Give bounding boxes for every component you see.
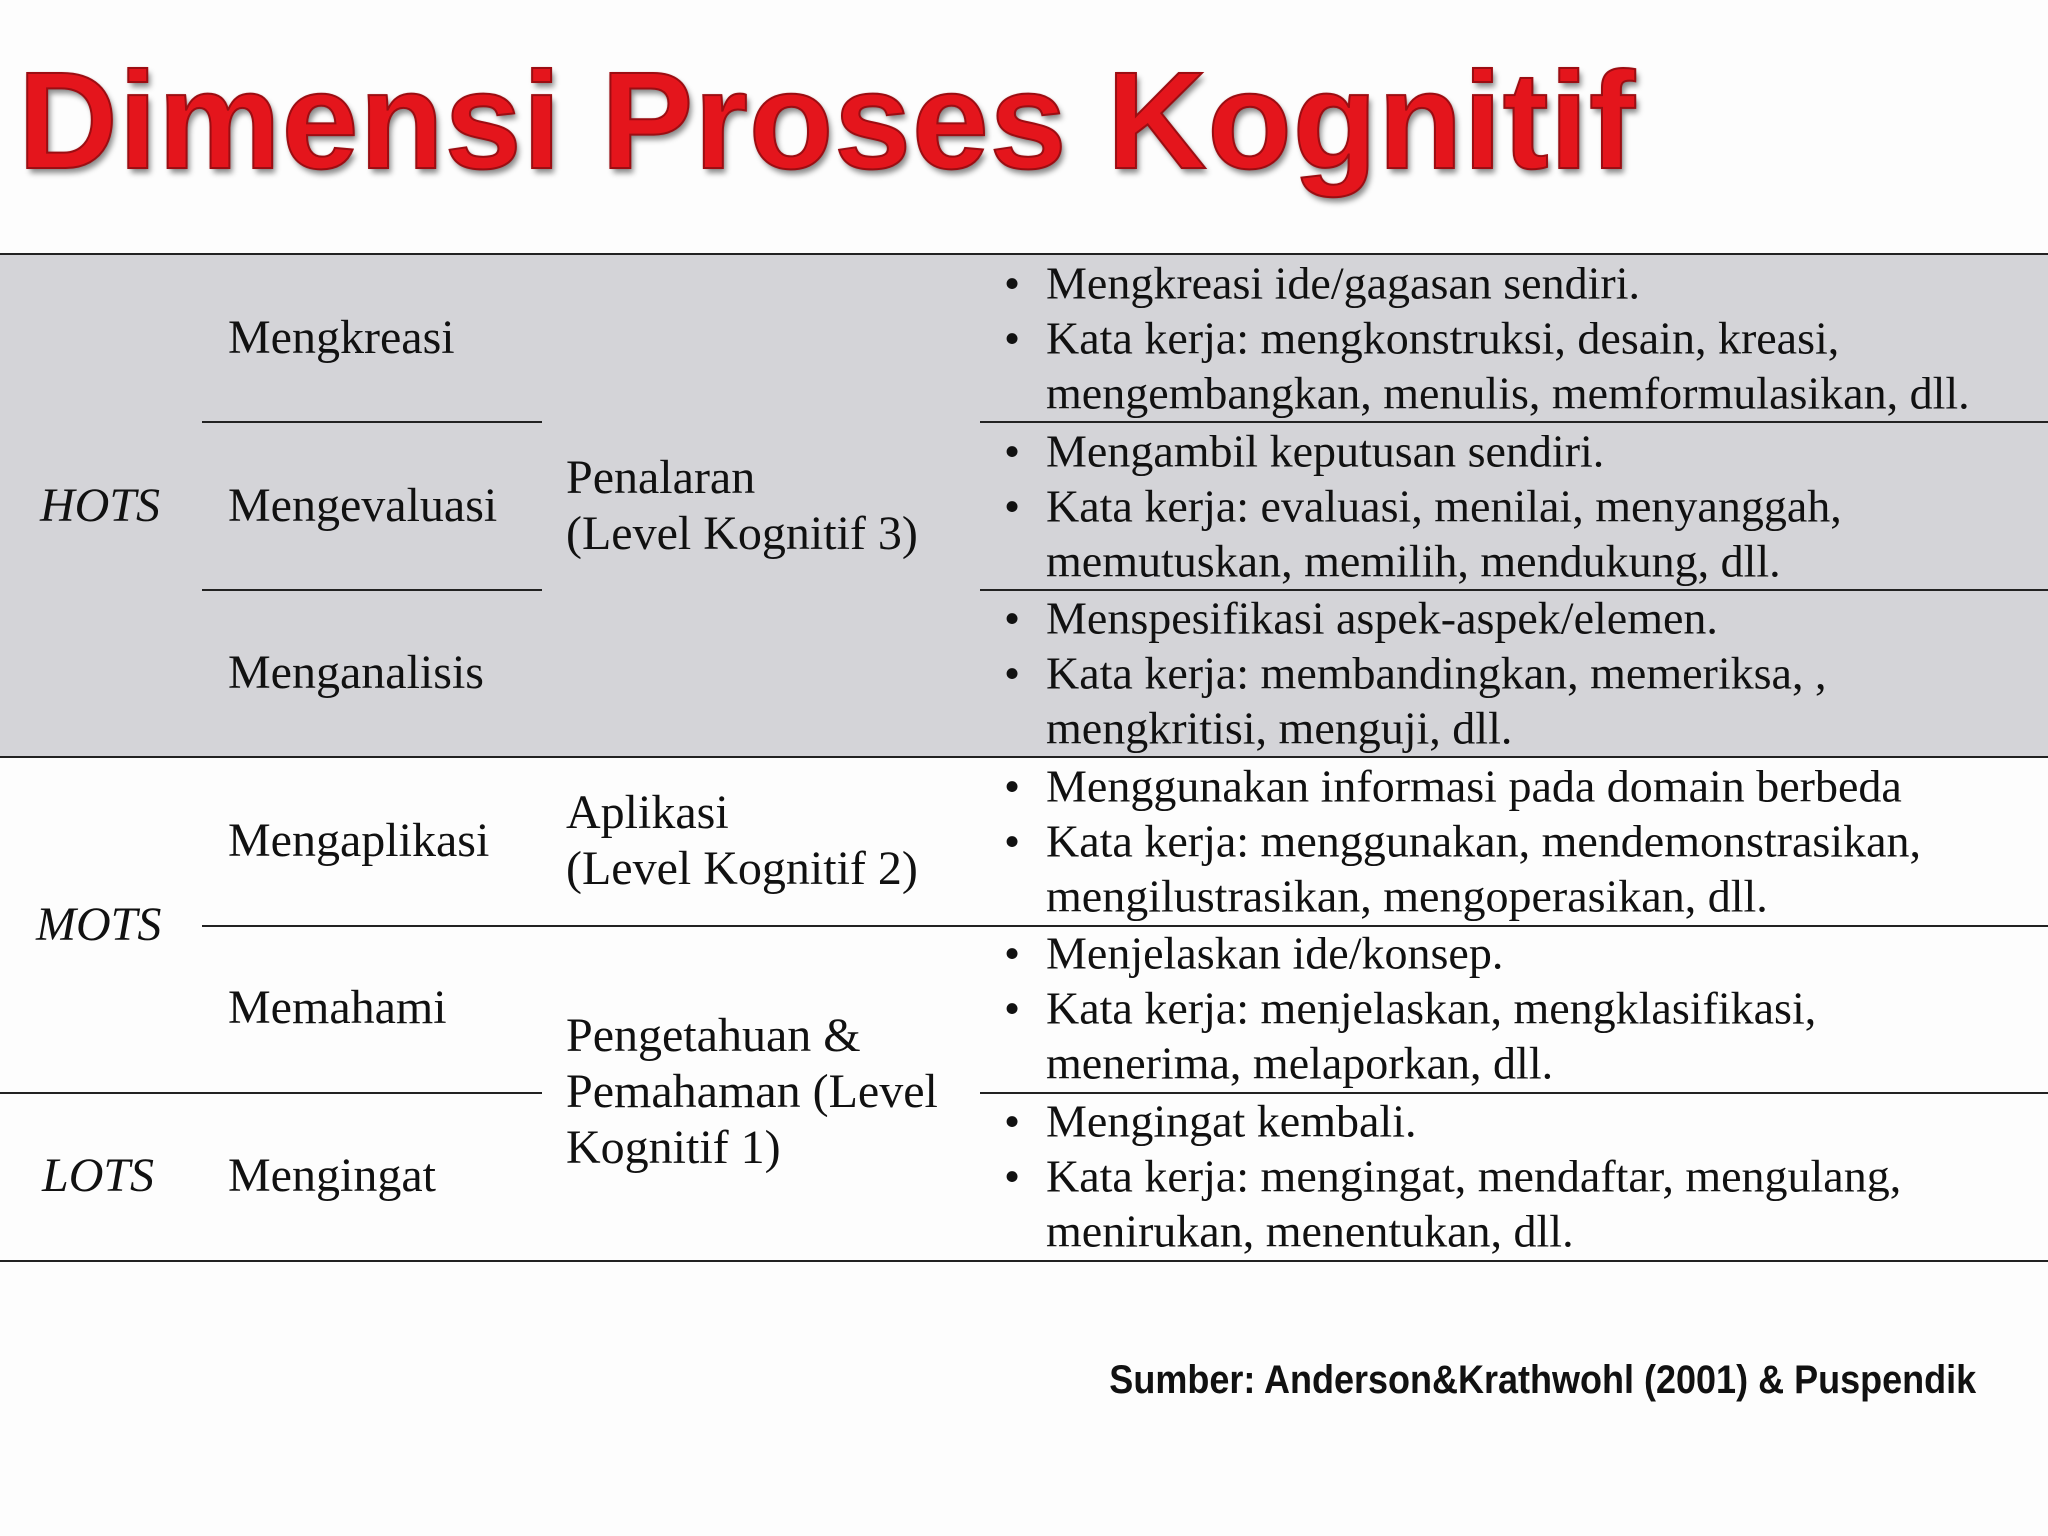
verbs-line: mengkritisi, menguji, dll. bbox=[1046, 702, 1513, 754]
description-verbs bbox=[1000, 981, 2040, 1091]
bullet-dot: • bbox=[1004, 927, 1021, 979]
level-hots: HOTS bbox=[40, 479, 161, 532]
point-text: Mengambil keputusan sendiri. bbox=[1046, 425, 1605, 477]
process-mengevaluasi: Mengevaluasi bbox=[228, 479, 498, 532]
bullet-dot: • bbox=[1004, 592, 1021, 644]
category-line: Pemahaman (Level bbox=[566, 1065, 938, 1118]
description-mengevaluasi bbox=[1000, 424, 2040, 589]
category-line: Kognitif 1) bbox=[566, 1121, 781, 1174]
process-memahami: Memahami bbox=[228, 981, 447, 1034]
bullet-dot: • bbox=[1004, 480, 1021, 532]
bullet-dot: • bbox=[1004, 982, 1021, 1034]
description-point bbox=[1000, 424, 2040, 479]
bullet-dot: • bbox=[1004, 815, 1021, 867]
verbs-line: Kata kerja: membandingkan, memeriksa, , bbox=[1046, 647, 1827, 699]
verbs-line: Kata kerja: evaluasi, menilai, menyanggah, bbox=[1046, 480, 1842, 532]
point-text: Menspesifikasi aspek-aspek/elemen. bbox=[1046, 592, 1718, 644]
description-verbs bbox=[1000, 1149, 2040, 1259]
category-line: Aplikasi bbox=[566, 786, 729, 839]
description-verbs bbox=[1000, 814, 2040, 924]
description-verbs bbox=[1000, 311, 2040, 421]
description-point bbox=[1000, 926, 2040, 981]
verbs-line: Kata kerja: mengingat, mendaftar, mengulang, bbox=[1046, 1150, 1902, 1202]
process-menganalisis: Menganalisis bbox=[228, 646, 484, 699]
verbs-line: menerima, melaporkan, dll. bbox=[1046, 1037, 1554, 1089]
row-divider-process bbox=[202, 589, 542, 591]
verbs-line: Kata kerja: mengkonstruksi, desain, kreasi, bbox=[1046, 312, 1840, 364]
level-mots: MOTS bbox=[36, 898, 162, 951]
verbs-line: Kata kerja: menjelaskan, mengklasifikasi, bbox=[1046, 982, 1817, 1034]
category-line: (Level Kognitif 2) bbox=[566, 842, 918, 895]
verbs-line: mengilustrasikan, mengoperasikan, dll. bbox=[1046, 870, 1768, 922]
verbs-line: Kata kerja: menggunakan, mendemonstrasikan, bbox=[1046, 815, 1921, 867]
description-verbs bbox=[1000, 479, 2040, 589]
description-menganalisis bbox=[1000, 591, 2040, 756]
description-point bbox=[1000, 591, 2040, 646]
source-citation: Sumber: Anderson&Krathwohl (2001) & Puspendik bbox=[1109, 1358, 1976, 1402]
bullet-dot: • bbox=[1004, 257, 1021, 309]
description-verbs bbox=[1000, 646, 2040, 756]
description-point bbox=[1000, 1094, 2040, 1149]
point-text: Menggunakan informasi pada domain berbeda bbox=[1046, 760, 1902, 812]
bullet-dot: • bbox=[1004, 1150, 1021, 1202]
point-text: Mengkreasi ide/gagasan sendiri. bbox=[1046, 257, 1640, 309]
category-pengetahuan bbox=[566, 1008, 938, 1176]
description-mengingat bbox=[1000, 1094, 2040, 1259]
category-line: Pengetahuan & bbox=[566, 1009, 861, 1062]
category-penalaran bbox=[566, 450, 918, 562]
table-bottom-rule bbox=[0, 1260, 2048, 1262]
verbs-line: mengembangkan, menulis, memformulasikan, dll. bbox=[1046, 367, 1970, 419]
row-divider-level bbox=[0, 1092, 542, 1094]
bullet-dot: • bbox=[1004, 647, 1021, 699]
process-mengaplikasi: Mengaplikasi bbox=[228, 814, 490, 867]
description-mengkreasi bbox=[1000, 256, 2040, 421]
verbs-line: menirukan, menentukan, dll. bbox=[1046, 1205, 1574, 1257]
bullet-dot: • bbox=[1004, 312, 1021, 364]
process-mengingat: Mengingat bbox=[228, 1149, 436, 1202]
point-text: Menjelaskan ide/konsep. bbox=[1046, 927, 1504, 979]
category-line: (Level Kognitif 3) bbox=[566, 507, 918, 560]
bullet-dot: • bbox=[1004, 760, 1021, 812]
description-mengaplikasi bbox=[1000, 759, 2040, 924]
row-divider-process bbox=[202, 421, 542, 423]
description-point bbox=[1000, 759, 2040, 814]
level-lots: LOTS bbox=[42, 1149, 155, 1202]
verbs-line: memutuskan, memilih, mendukung, dll. bbox=[1046, 535, 1781, 587]
bullet-dot: • bbox=[1004, 1095, 1021, 1147]
description-memahami bbox=[1000, 926, 2040, 1091]
bullet-dot: • bbox=[1004, 425, 1021, 477]
category-line: Penalaran bbox=[566, 451, 756, 504]
slide-title: Dimensi Proses Kognitif bbox=[18, 44, 1636, 198]
process-mengkreasi: Mengkreasi bbox=[228, 311, 455, 364]
point-text: Mengingat kembali. bbox=[1046, 1095, 1417, 1147]
description-point bbox=[1000, 256, 2040, 311]
category-aplikasi bbox=[566, 785, 918, 897]
